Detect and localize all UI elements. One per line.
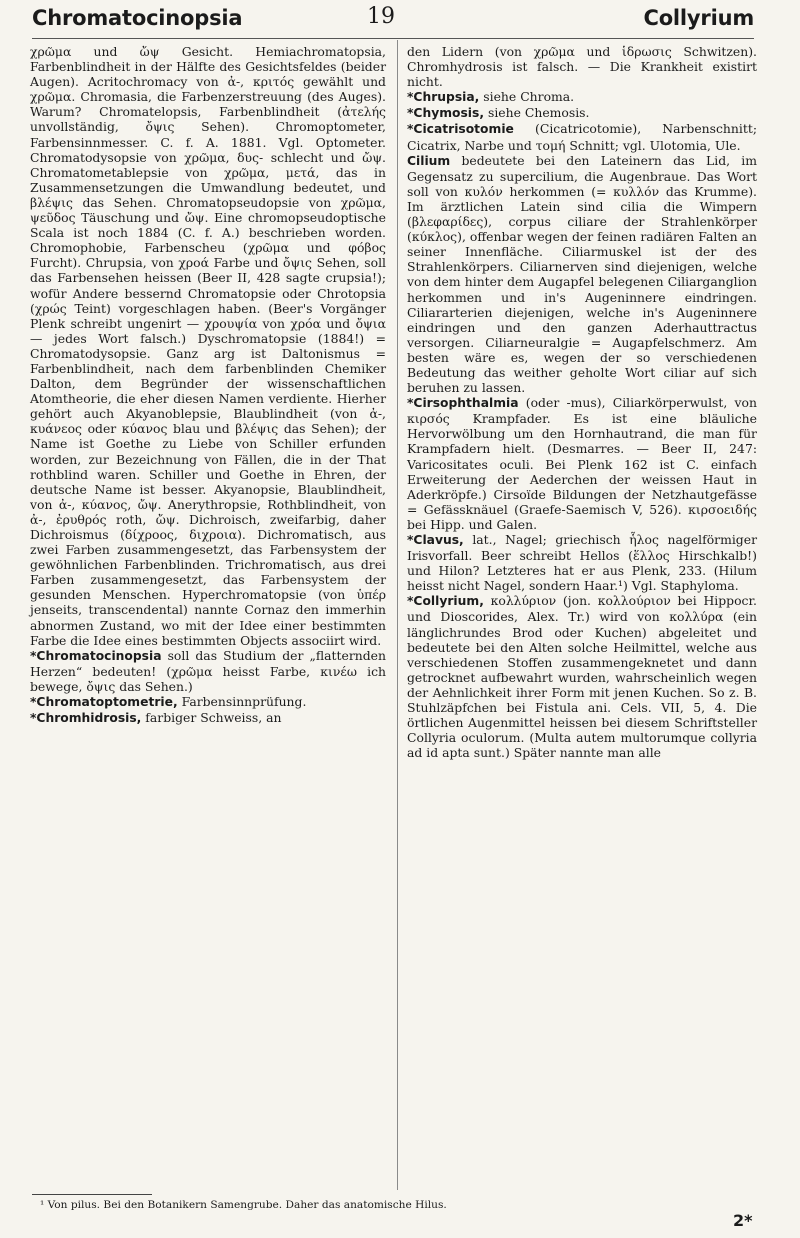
right-column — [407, 44, 757, 760]
entry-collyrium — [407, 593, 757, 760]
entry-text: siehe Chroma. — [479, 89, 575, 105]
entry-text: bedeutete bei den Lateinern das Lid, im Gegensatz zu supercilium, die Augenbraue. Das Wort soll von κυλόν herkommen (= κυλλόν das Krumme). Im ärztlichen Latein sind cilia die Wimpern (βλεφαρίδες), corpus ciliare der Strahlenkörper (κύκλος), offenbar wegen der feinen radiären Falten an seiner Innenfläche. Ciliarmuskel ist der des Strahlenkörpers. Ciliarnerven sind diejenigen, welche von dem hinter dem Augapfel belegenen Ciliarganglion herkommen und in's Augeninnere eindringen. Ciliararterien diejenigen, welche in's Augeninnere eindringen und den ganzen Aderhauttractus versorgen. Ciliarneuralgie = Augapfelschmerz. Am besten wäre es, wegen der so verschiedenen Bedeutung das weither geholte Wort ciliar auf sich beruhen zu lassen. — [407, 152, 757, 396]
entry-text: farbiger Schweiss, an — [141, 710, 282, 726]
entry-term: *Clavus, — [407, 533, 464, 547]
entry-term: *Cirsophthalmia — [407, 396, 519, 411]
left-column — [30, 44, 386, 726]
entry-term: *Chromatocinopsia — [30, 648, 162, 663]
entry-term: *Chrupsia, — [407, 90, 480, 105]
entry-text: Farbensinnprüfung. — [177, 694, 307, 710]
entry-term: *Chromatoptometrie, — [30, 695, 178, 710]
running-head-right: Collyrium — [643, 6, 754, 30]
entry-text: (oder -mus), Ciliarkörperwulst, von κιρσός Krampfader. Es ist eine bläuliche Hervorwölbung um den Hornhautrand, die man für Krampfadern hielt. (Desmarres. — Beer II, 247: Varicositates oculi. Bei Plenk 162 ist C. einfach Erweiterung der Aederchen der weissen Haut in Aderkröpfe.) Cirsoïde Bildungen der Netzhautgefässe = Gefässknäuel (Graefe-Saemisch V, 526). κιρσοειδής bei Hipp. und Galen. — [407, 395, 757, 532]
signature-mark: 2* — [733, 1211, 753, 1230]
entry-term: *Collyrium, — [407, 594, 484, 609]
entry-chromatoptometrie — [30, 694, 386, 710]
entry-text: soll das Studium der „flatternden Herzen“ bedeuten! (χρῶμα heisst Farbe, κινέω ich bewege, ὄψις das Sehen.) — [30, 647, 386, 694]
footnote-rule — [32, 1194, 152, 1195]
entry-term: *Chymosis, — [407, 106, 485, 121]
entry-clavus — [407, 532, 757, 593]
running-head-left: Chromatocinopsia — [32, 6, 243, 30]
entry-term: *Cicatrisotomie — [407, 122, 514, 137]
entry-cirsophthalmia — [407, 395, 757, 532]
entry-cicatrisotomie — [407, 121, 757, 152]
entry-text: siehe Chemosis. — [484, 105, 590, 121]
entry-chromhidrosis — [30, 710, 386, 726]
entry-text: lat., Nagel; griechisch ἧλος nagelförmiger Irisvorfall. Beer schreibt Hellos (ἕλλος Hirschkalb!) und Hilon? Letzteres hat er aus Plenk, 233. (Hilum heisst nicht Nagel, sondern Haar.¹) Vgl. Staphyloma. — [407, 532, 757, 594]
entry-chrupsia — [407, 89, 757, 105]
page-header — [32, 4, 754, 39]
entry-chromatocinopsia — [30, 648, 386, 694]
entry-text: (Cicatricotomie), Narbenschnitt; Cicatrix, Narbe und τομή Schnitt; vgl. Ulotomia, Ule. — [407, 121, 757, 153]
entry-term: *Chromhidrosis, — [30, 711, 142, 726]
entry-cilium — [407, 153, 757, 396]
entry-text: κολλύριον (jon. κολλούριον bei Hippocr. und Dioscorides, Alex. Tr.) wird von κολλύρα (ein länglichrundes Brod oder Kuchen) abgeleitet und bedeutete bei den Alten solche Heilmittel, welche aus verschiedenen Stoffen zusammengeknetet und dann getrocknet aufbewahrt wurden, wahrscheinlich wegen der Aehnlichkeit ihrer Form mit jenen Kuchen. So z. B. Stuhlzäpfchen bei Fistula ani. Cels. VII, 5, 4. Die örtlichen Augenmittel heissen bei diesem Schriftsteller Collyria oculorum. (Multa autem multorumque collyria ad id apta sunt.) Später nannte man alle — [407, 593, 757, 761]
paragraph-chromhidrosis-continuation: den Lidern (von χρῶμα und ἱδρωσις Schwitzen). Chromhydrosis ist falsch. — Die Krankheit existirt nicht. — [407, 44, 757, 90]
page-number: 19 — [367, 4, 395, 29]
entry-chymosis — [407, 105, 757, 121]
paragraph-chroma-continuation: χρῶμα und ὤψ Gesicht. Hemiachromatopsia, Farbenblindheit in der Hälfte des Gesichtsfeldes (beider Augen). Acritochromacy von ἀ-, κριτός gewählt und χρῶμα. Chromasia, die Farbenzerstreuung (des Auges). Warum? Chromatelopsis, Farbenblindheit (ἀτελής unvollständig, ὄψις Sehen). Chromoptometer, Farbensinnmesser. C. f. A. 1881. Vgl. Optometer. Chromatodysopsie von χρῶμα, δυς- schlecht und ὤψ. Chromatometablepsie von χρῶμα, μετά, das in Zusammensetzungen die Umwandlung bedeutet, und βλέψις das Sehen. Chromatopseudopsie von χρῶμα, ψεῦδος Täuschung und ὤψ. Eine chromopseudoptische Scala ist noch 1884 (C. f. A.) beschrieben worden. Chromophobie, Farbenscheu (χρῶμα und φόβος Furcht). Chrupsia, von χροά Farbe und ὄψις Sehen, soll das Farbensehen heissen (Beer II, 428 sagte crupsia!); wofür Andere bessernd Chromatopsie oder Chrotopsia (χρώς Teint) vorgeschlagen haben. (Beer's Vorgänger Plenk schreibt ungenirt — χρουψία von χρόα und ὄψια — jedes Wort falsch.) Dyschromatopsie (1884!) = Chromatodysopsie. Ganz arg ist Daltonismus = Farbenblindheit, nach dem farbenblinden Chemiker Dalton, dem Begründer der wissenschaftlichen Atomtheorie, die eher diesen Namen verdiente. Hierher gehört auch Akyanoblepsie, Blaublindheit (von ἀ-, κυάνεος oder κύανος blau und βλέψις das Sehen); der Name ist Goethe zu Liebe von Schiller erfunden worden, zur Bezeichnung von Fällen, die in der That rothblind waren. Schiller und Goethe in Ehren, der deutsche Name ist besser. Akyanopsie, Blaublindheit, von ἀ-, κύανος, ὤψ. Anerythropsie, Rothblindheit, von ἀ-, ἐρυθρός roth, ὤψ. Dichroisch, zweifarbig, daher Dichroismus (δίχροος, διχροια). Dichromatisch, aus zwei Farben zusammengesetzt, das Farbensystem der gewöhnlichen Farbenblinden. Trichromatisch, aus drei Farben zusammengesetzt, das Farbensystem der gesunden Menschen. Hyperchromatopsie (von ὑπέρ jenseits, transcendental) nannte Cornaz den immerhin abnormen Zustand, wo mit der Idee einer bestimmten Farbe die Idee eines bestimmten Objects associirt wird. — [30, 44, 386, 648]
entry-term: Cilium — [407, 153, 451, 168]
footnote: ¹ Von pilus. Bei den Botanikern Samengrube. Daher das anatomische Hilus. — [40, 1199, 447, 1211]
column-divider — [397, 40, 398, 1190]
